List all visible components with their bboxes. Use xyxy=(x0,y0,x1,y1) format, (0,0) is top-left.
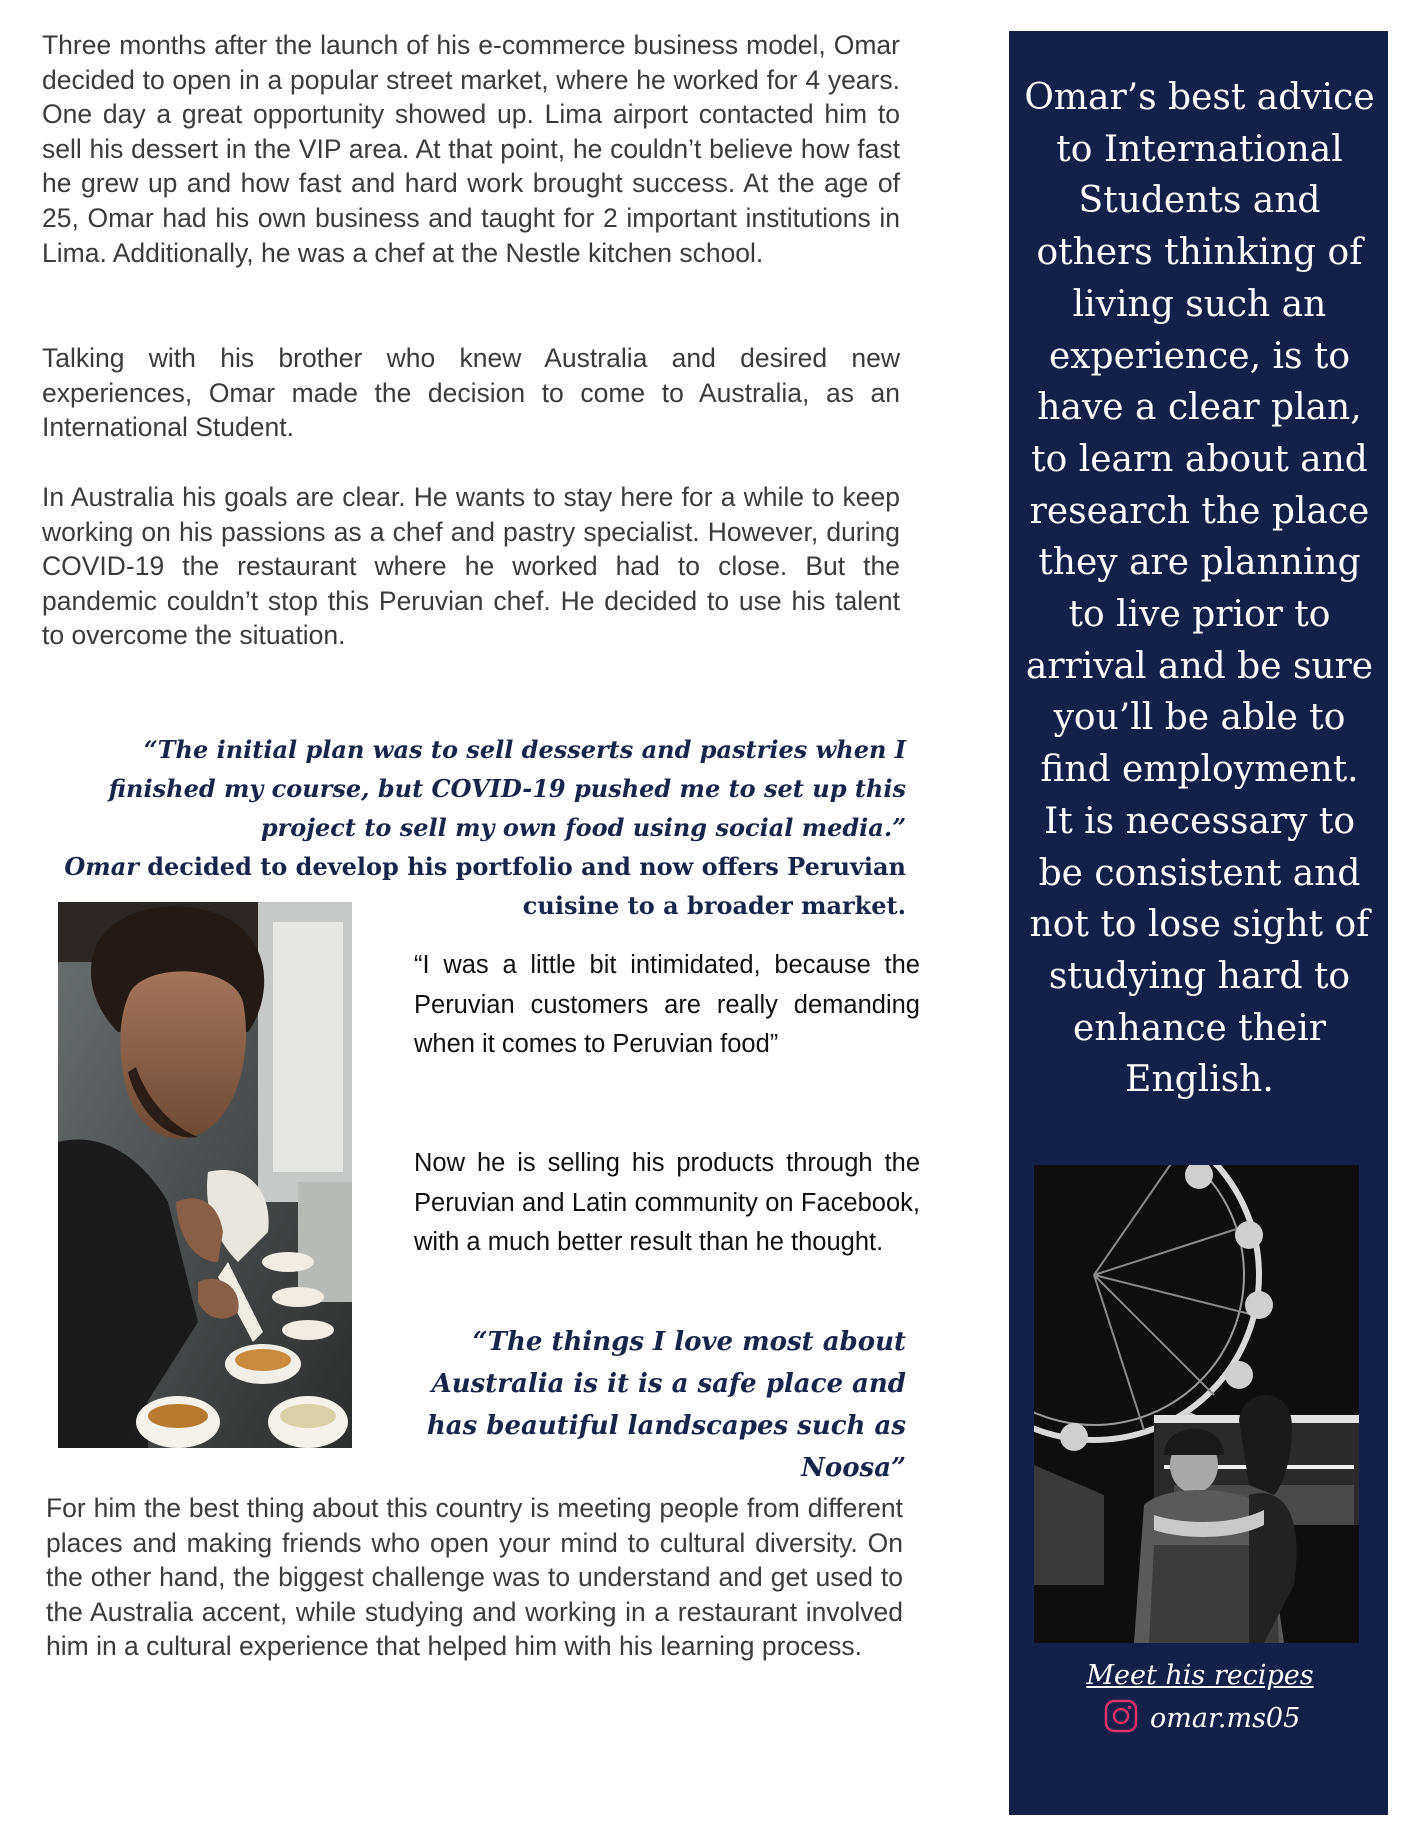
goals-paragraph: In Australia his goals are clear. He wants to stay here for a while to keep working on his passions as a chef and pastry specialist. However, during COVID-19 the restaurant where he worked had to close. But the pandemic couldn’t stop this Peruvian chef. He decided to use his talent to overcome the situation. xyxy=(42,482,900,651)
instagram-handle[interactable]: omar.ms05 xyxy=(1150,1702,1301,1734)
brother-paragraph: Talking with his brother who knew Australia and desired new experiences, Omar made the decision to come to Australia, as an International Student. xyxy=(42,343,900,443)
intro-paragraph: Three months after the launch of his e-commerce business model, Omar decided to open in a popular street market, where he worked for 4 years. One day a great opportunity showed up. Lima airport contacted him to sell his dessert in the VIP area. At that point, he couldn’t believe how fast he grew up and how fast and hard work brought success. At the age of 25, Omar had his own business and taught for 2 important institutions in Lima. Additionally, he was a chef at the Nestle kitchen school. xyxy=(42,30,900,268)
couple-photo xyxy=(1034,1165,1359,1643)
best-thing-paragraph: For him the best thing about this country is meeting people from different places and making friends who open your mind to cultural diversity. On the other hand, the biggest challenge was to understand and get used to the Australia accent, while studying and working in a restaurant involved him in a cultural experience that helped him with his learning process. xyxy=(46,1493,903,1662)
intimidated-quote: “I was a little bit intimidated, because the Peruvian customers are really demanding when it comes to Peruvian food” xyxy=(414,951,920,1058)
statement-text: decided to develop his portfolio and now offers Peruvian cuisine to a broader market. xyxy=(138,852,906,920)
recipes-link[interactable]: Meet his recipes xyxy=(1086,1660,1314,1691)
initial-plan-quote: “The initial plan was to sell desserts and pastries when I finished my course, but COVID-19 pushed me to set up this project to sell my own food using social media.” xyxy=(108,735,906,842)
instagram-icon[interactable] xyxy=(1104,1699,1138,1738)
statement-name: Omar xyxy=(64,852,139,881)
love-australia-quote: “The things I love most about Australia is it is a safe place and has beautiful landscapes such as Noosa” xyxy=(426,1327,906,1483)
ferris-wheel-couple-image xyxy=(1034,1165,1359,1643)
advice-text: Omar’s best advice to International Students and others thinking of living such an experience, is to have a clear plan, to learn about and research the place they are planning to live prior to arrival and be sure you’ll be able to find employment. It is necessary to be consistent and not to lose sight of studying hard to enhance their English. xyxy=(1024,77,1375,1101)
facebook-paragraph: Now he is selling his products through the Peruvian and Latin community on Facebook, with a much better result than he thought. xyxy=(414,1149,920,1256)
chef-photo xyxy=(58,902,352,1448)
chef-piping-dessert-image xyxy=(58,902,352,1448)
instagram-handle-row[interactable] xyxy=(1104,1698,1300,1738)
